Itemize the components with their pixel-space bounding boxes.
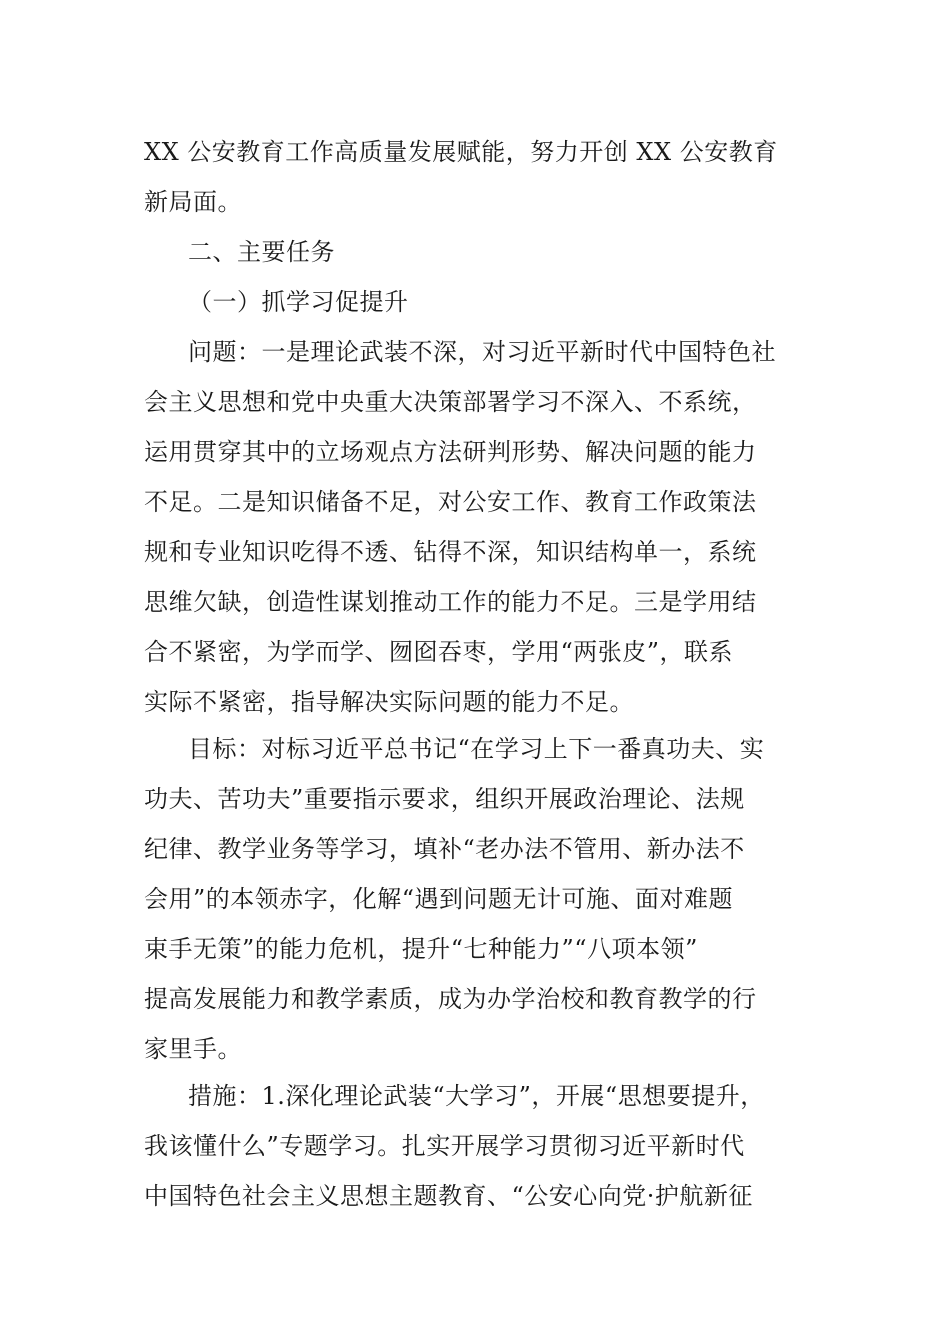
section-heading: 二、主要任务 <box>188 238 335 266</box>
paragraph-line: 规和专业知识吃得不透、钻得不深，知识结构单一，系统 <box>144 538 757 566</box>
paragraph-line: 中国特色社会主义思想主题教育、“公安心向党·护航新征 <box>144 1182 753 1210</box>
paragraph-line: 功夫、苦功夫”重要指示要求，组织开展政治理论、法规 <box>144 785 745 813</box>
paragraph-line: 提高发展能力和教学素质，成为办学治校和教育教学的行 <box>144 985 757 1013</box>
paragraph-line: 目标：对标习近平总书记“在学习上下一番真功夫、实 <box>188 735 765 763</box>
paragraph-line: 不足。二是知识储备不足，对公安工作、教育工作政策法 <box>144 488 757 516</box>
paragraph-line: 家里手。 <box>144 1035 242 1063</box>
text-line: XX 公安教育工作高质量发展赋能，努力开创 XX 公安教育 <box>144 138 778 166</box>
paragraph-line: 我该懂什么”专题学习。扎实开展学习贯彻习近平新时代 <box>144 1132 745 1160</box>
text-line: 新局面。 <box>144 188 242 216</box>
subsection-heading: （一）抓学习促提升 <box>188 288 409 316</box>
paragraph-line: 束手无策”的能力危机，提升“七种能力”“八项本领” <box>144 935 698 963</box>
paragraph-line: 会用”的本领赤字，化解“遇到问题无计可施、面对难题 <box>144 885 734 913</box>
paragraph-line: 会主义思想和党中央重大决策部署学习不深入、不系统， <box>144 388 757 416</box>
paragraph-line: 问题：一是理论武装不深，对习近平新时代中国特色社 <box>188 338 776 366</box>
paragraph-line: 措施：1.深化理论武装“大学习”，开展“思想要提升， <box>188 1082 765 1110</box>
paragraph-line: 纪律、教学业务等学习，填补“老办法不管用、新办法不 <box>144 835 745 863</box>
paragraph-line: 运用贯穿其中的立场观点方法研判形势、解决问题的能力 <box>144 438 757 466</box>
paragraph-line: 实际不紧密，指导解决实际问题的能力不足。 <box>144 688 634 716</box>
paragraph-line: 合不紧密，为学而学、囫囵吞枣，学用“两张皮”，联系 <box>144 638 734 666</box>
paragraph-line: 思维欠缺，创造性谋划推动工作的能力不足。三是学用结 <box>144 588 757 616</box>
